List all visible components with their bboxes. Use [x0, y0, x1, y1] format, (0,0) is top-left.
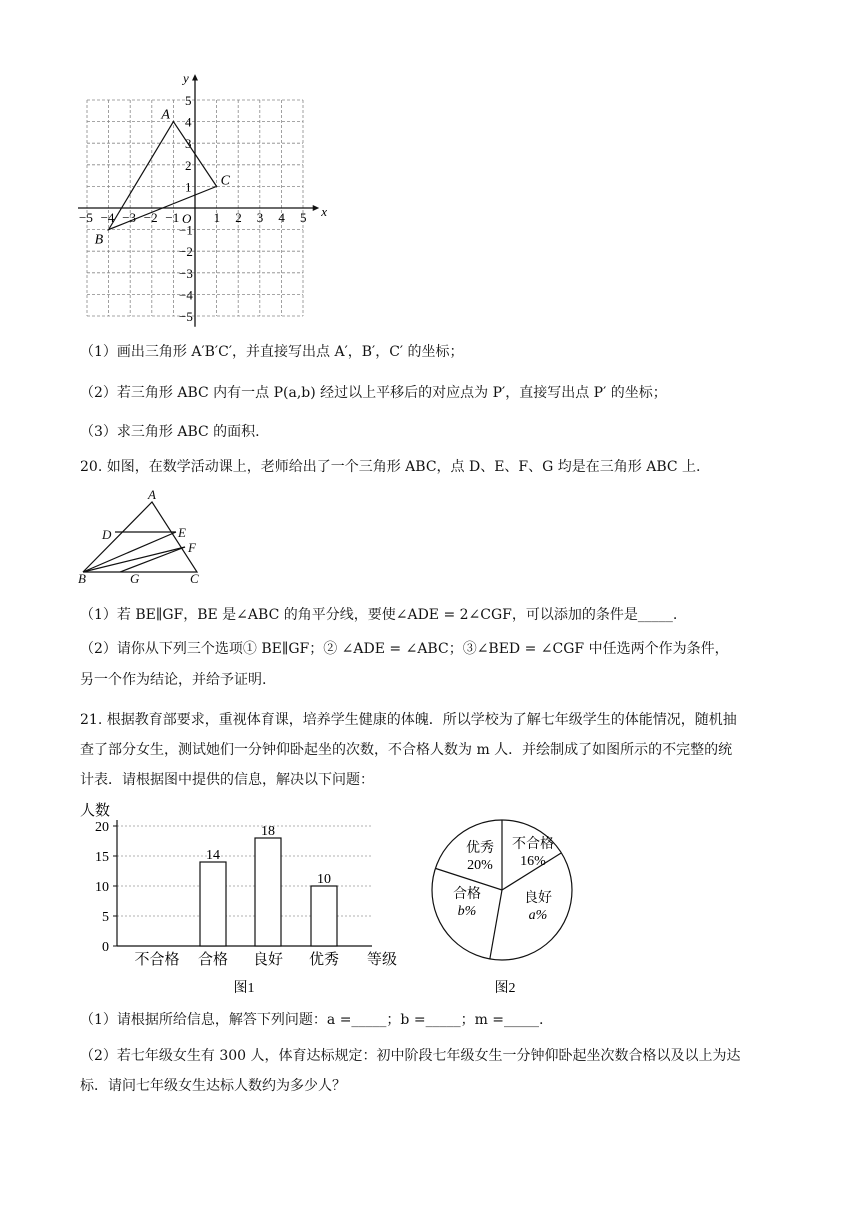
triangle-abc [95, 108, 231, 248]
label-a: A [148, 487, 156, 502]
pie-slice-value: a% [528, 908, 548, 923]
label-e: E [178, 525, 186, 540]
q21-part2-line2: 标．请问七年级女生达标人数约为多少人？ [80, 1078, 346, 1094]
origin-label: O [182, 211, 192, 226]
x-tick-label: 5 [300, 210, 307, 225]
q20-part2-line2: 另一个作为结论，并给予证明. [80, 672, 267, 688]
q19-part2: （2）若三角形 ABC 内有一点 P(a,b) 经过以上平移后的对应点为 P′，直接写出点 P′ 的坐标； [80, 385, 667, 401]
q21-part2-line1: （2）若七年级女生有 300 人，体育达标规定：初中阶段七年级女生一分钟仰卧起坐次数合格以及以上为达 [80, 1048, 741, 1064]
category-label: 优秀 [308, 952, 340, 968]
bar [255, 838, 281, 946]
label-b: B [78, 571, 86, 585]
vertex-label-b: B [94, 232, 104, 248]
pie-slice-label: 优秀 [466, 841, 494, 856]
x-tick-label: −3 [122, 210, 137, 225]
x-axis-arrow [313, 205, 319, 211]
vertex-label-a: A [161, 107, 170, 123]
y-tick-label: 20 [95, 820, 109, 835]
y-tick-label: −2 [179, 244, 193, 260]
axes [78, 70, 327, 326]
category-label: 不合格 [134, 952, 180, 968]
y-tick-label: 3 [185, 136, 192, 152]
y-tick-label: 1 [185, 179, 192, 195]
y-tick-label: 2 [185, 157, 192, 173]
y-tick-label: 15 [95, 850, 109, 865]
label-g: G [130, 571, 140, 585]
y-tick-label: 5 [102, 910, 109, 925]
x-axis-label: x [321, 204, 327, 219]
q19-part1: （1）画出三角形 A′B′C′，并直接写出点 A′，B′，C′ 的坐标； [80, 344, 464, 360]
bar-value-label: 18 [261, 824, 275, 839]
label-d: D [102, 527, 112, 542]
pie-chart [426, 812, 576, 998]
y-tick-label: 0 [102, 940, 109, 955]
x-tick-label: 1 [213, 210, 221, 225]
bar [200, 862, 226, 946]
figure-caption-2: 图2 [494, 981, 516, 996]
category-label: 合格 [197, 952, 229, 968]
x-axis-title: 等级 [366, 952, 398, 968]
bar-value-label: 10 [317, 872, 331, 887]
y-tick-label: 4 [185, 114, 192, 130]
x-tick-label: 2 [235, 210, 242, 225]
x-tick-label: −2 [143, 210, 158, 225]
label-f: F [188, 540, 196, 555]
pie-slice-value: b% [457, 904, 477, 919]
y-tick-label: −1 [179, 222, 193, 238]
x-tick-label: −5 [79, 210, 93, 225]
x-tick-label: 3 [256, 210, 264, 225]
y-axis-arrow [192, 74, 198, 80]
vertex-label-c: C [220, 173, 230, 189]
y-tick-label: −4 [179, 287, 193, 303]
x-tick-label: 4 [278, 210, 285, 225]
label-c: C [190, 571, 199, 585]
y-tick-label: −3 [179, 265, 193, 281]
category-label: 良好 [252, 952, 284, 968]
figure-caption-1: 图1 [233, 981, 255, 996]
x-tick-label: −1 [165, 210, 180, 225]
y-tick-label: −5 [179, 309, 193, 324]
bar [311, 886, 337, 946]
q20-part1: （1）若 BE∥GF，BE 是∠ABC 的角平分线，要使∠ADE = 2∠CGF，可以添加的条件是_____. [80, 607, 678, 623]
pie-slice-label: 良好 [524, 891, 552, 906]
y-axis-label: y [183, 70, 189, 86]
q20-stem: 20. 如图，在数学活动课上，老师给出了一个三角形 ABC，点 D、E、F、G 均是在三角形 ABC 上. [80, 459, 701, 475]
y-tick-label: 5 [185, 93, 192, 108]
q19-part3: （3）求三角形 ABC 的面积. [80, 424, 260, 440]
bar-value-label: 14 [206, 848, 220, 863]
pie-slice-value: 16% [520, 854, 546, 869]
triangle-figure [74, 485, 209, 585]
q21-line1: 21. 根据教育部要求，重视体育课，培养学生健康的体魄．所以学校为了解七年级学生的体能情况，随机抽 [80, 712, 737, 728]
q21-line2: 查了部分女生，测试她们一分钟仰卧起坐的次数，不合格人数为 m 人．并绘制成了如图所示的不完整的统 [80, 742, 733, 758]
bar-chart [74, 796, 404, 998]
q21-part1: （1）请根据所给信息，解答下列问题：a =_____；b =_____；m =_____. [80, 1012, 544, 1028]
pie-slice-label: 不合格 [512, 837, 554, 852]
y-axis-title: 人数 [80, 803, 111, 819]
y-tick-label: 10 [95, 880, 109, 895]
q21-line3: 计表．请根据图中提供的信息，解决以下问题： [80, 772, 374, 788]
x-tick-label: −4 [100, 210, 115, 225]
pie-slice-label: 合格 [453, 887, 481, 902]
coordinate-grid-figure [70, 66, 340, 336]
pie-slice-value: 20% [467, 858, 493, 873]
q20-part2-line1: （2）请你从下列三个选项① BE∥GF；② ∠ADE = ∠ABC；③∠BED = ∠CGF 中任选两个作为条件， [80, 641, 729, 657]
